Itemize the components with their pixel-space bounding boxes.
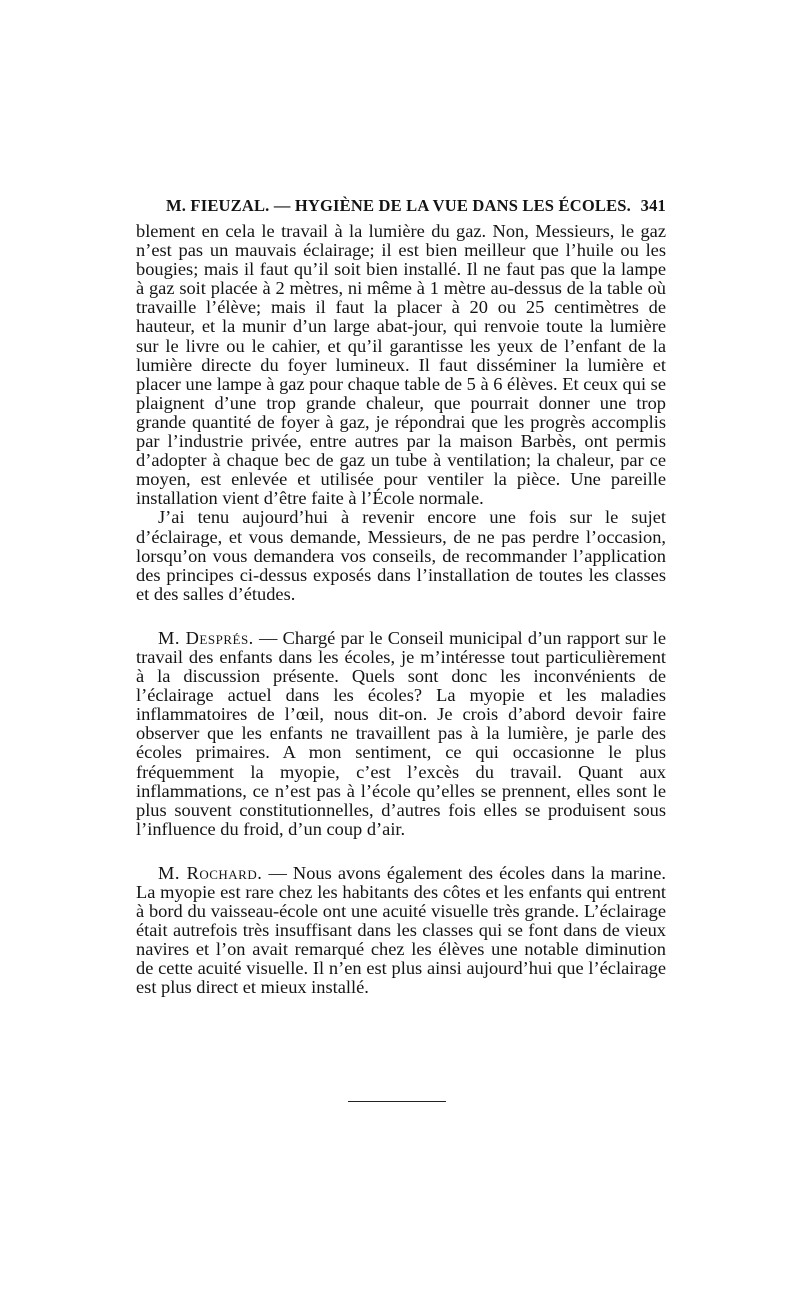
paragraph-text: — Nous avons également des écoles dans la marine. La myopie est rare chez les habitants des côtes et les enfants qui entrent à bord du vaisseau-école ont une acuité visuelle très grande. L’éclairage était autrefois très insuffisant dans les classes qui se font dans de vieux navires et l’on avait remarqué chez les élèves une notable diminution de cette acuité visuelle. Il n’en est plus ainsi aujourd’hui que l’éclairage est plus direct et mieux installé. <box>136 862 666 998</box>
speaker-despres <box>158 628 254 648</box>
running-title: M. FIEUZAL. — HYGIÈNE DE LA VUE DANS LES ÉCOLES. <box>166 196 631 215</box>
speaker-name: Després. <box>185 627 254 648</box>
speaker-initial: M. <box>158 862 180 883</box>
paragraph-text: blement en cela le travail à la lumière du gaz. Non, Messieurs, le gaz n’est pas un mauvais éclairage; il est bien meilleur que l’huile ou les bougies; mais il faut qu’il soit bien installé. Il ne faut pas que la lampe à gaz soit placée à 2 mètres, ni même à 1 mètre au-dessus de la table où travaille l’élève; mais il faut la placer à 20 ou 25 centimètres de hauteur, et la munir d’un large abat-jour, qui renvoie toute la lumière sur le livre ou le cahier, et qu’il garantisse les yeux de l’enfant de la lumière directe du foyer lumineux. Il faut disséminer la lumière et placer une lampe à gaz pour chaque table de 5 à 6 élèves. Et ceux qui se plaignent d’une trop grande chaleur, que pourrait donner une trop grande quantité de foyer à gaz, je répondrai que les progrès accomplis par l’industrie privée, entre autres par la maison Barbès, ont permis d’adopter à chaque bec de gaz un tube à ventilation; la chaleur, par ce moyen, est enlevée et utilisée pour ventiler la pièce. Une pareille installation vient d’être faite à l’École normale. <box>136 221 666 509</box>
paragraph-despres <box>136 629 666 839</box>
document-page <box>136 196 666 998</box>
section-divider-rule <box>348 1101 446 1102</box>
paragraph-fieuzal-continued <box>136 222 666 508</box>
speaker-initial: M. <box>158 627 180 648</box>
paragraph-text: — Chargé par le Conseil municipal d’un rapport sur le travail des enfants dans les écoles, je m’intéresse tout particulièrement à la discussion présente. Quels sont donc les inconvénients de l’éclairage actuel dans les écoles? La myopie et les maladies inflammatoires de l’œil, nous dit-on. Je crois d’abord devoir faire observer que les enfants ne travaillent pas à la lumière, je parle des écoles primaires. A mon sentiment, ce qui occasionne le plus fréquemment la myopie, c’est l’excès du travail. Quant aux inflammations, ce n’est pas à l’école qu’elles se prennent, elles sont le plus souvent constitutionnelles, d’autres fois elles se produisent sous l’influence du froid, d’un coup d’air. <box>136 627 666 839</box>
running-head <box>166 196 666 222</box>
speaker-name: Rochard. <box>186 862 263 883</box>
paragraph-fieuzal-conclusion <box>136 508 666 603</box>
page-number: 341 <box>640 196 666 215</box>
paragraph-text: J’ai tenu aujourd’hui à revenir encore une fois sur le sujet d’éclairage, et vous demande, Messieurs, de ne pas perdre l’occasion, lorsqu’on vous demandera vos conseils, de recommander l’application des principes ci-dessus exposés dans l’installation de toutes les classes et des salles d’études. <box>136 507 666 604</box>
speaker-rochard <box>158 863 262 883</box>
paragraph-rochard <box>136 864 666 998</box>
